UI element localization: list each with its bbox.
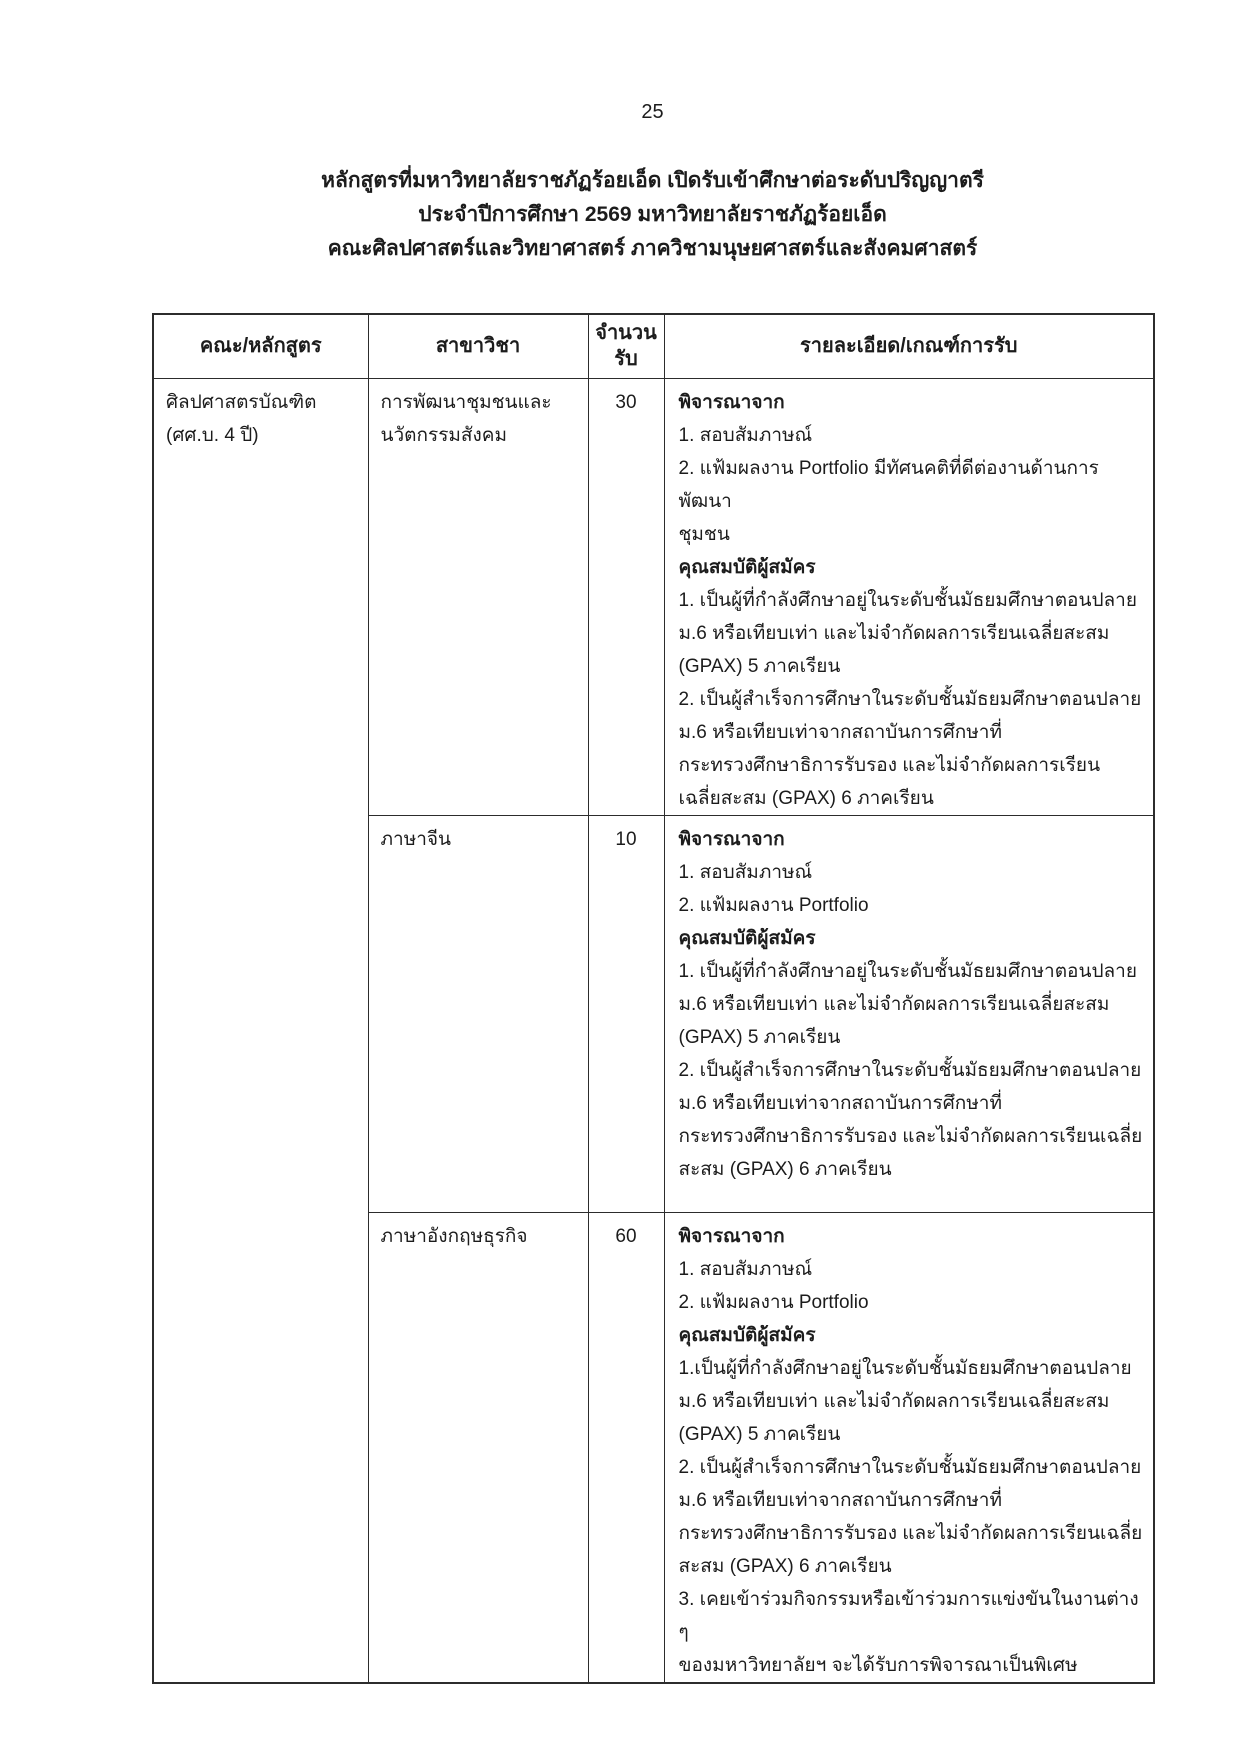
major-line: การพัฒนาชุมชนและ	[380, 391, 552, 413]
document-page	[152, 0, 1153, 1684]
header-program: คณะ/หลักสูตร	[153, 314, 368, 378]
detail-line: พิจารณาจาก	[678, 1225, 785, 1247]
major-cell	[368, 378, 588, 815]
detail-line: 1. เป็นผู้ที่กำลังศึกษาอยู่ในระดับชั้นมัธยมศึกษาตอนปลาย	[678, 589, 1137, 611]
detail-line: กระทรวงศึกษาธิการรับรอง และไม่จำกัดผลการเรียน	[678, 754, 1101, 776]
program-name: ศิลปศาสตรบัณฑิต	[166, 391, 317, 413]
detail-line: ชุมชน	[678, 523, 730, 545]
detail-line: ม.6 หรือเทียบเท่าจากสถาบันการศึกษาที่	[678, 1489, 1002, 1511]
program-cell	[153, 378, 368, 1683]
detail-line: 2. แฟ้มผลงาน Portfolio มีทัศนคติที่ดีต่องานด้านการพัฒนา	[678, 457, 1099, 512]
detail-line: 1.เป็นผู้ที่กำลังศึกษาอยู่ในระดับชั้นมัธยมศึกษาตอนปลาย	[678, 1357, 1132, 1379]
detail-line: เฉลี่ยสะสม (GPAX) 6 ภาคเรียน	[678, 787, 934, 809]
details-cell	[664, 815, 1154, 1212]
major-cell	[368, 815, 588, 1212]
major-line: นวัตกรรมสังคม	[380, 424, 508, 446]
detail-line: สะสม (GPAX) 6 ภาคเรียน	[678, 1555, 892, 1577]
detail-line: คุณสมบัติผู้สมัคร	[678, 556, 816, 578]
detail-line: กระทรวงศึกษาธิการรับรอง และไม่จำกัดผลการเรียนเฉลี่ย	[678, 1125, 1143, 1147]
admissions-table	[152, 313, 1155, 1684]
detail-line: (GPAX) 5 ภาคเรียน	[678, 655, 841, 677]
detail-line: สะสม (GPAX) 6 ภาคเรียน	[678, 1158, 892, 1180]
detail-line: พิจารณาจาก	[678, 828, 785, 850]
detail-line: 2. เป็นผู้สำเร็จการศึกษาในระดับชั้นมัธยมศึกษาตอนปลาย	[678, 1456, 1142, 1478]
details-cell	[664, 378, 1154, 815]
header-quota-line-1: จำนวน	[595, 322, 657, 345]
detail-line: คุณสมบัติผู้สมัคร	[678, 1324, 816, 1346]
major-line: ภาษาอังกฤษธุรกิจ	[380, 1225, 528, 1247]
header-major: สาขาวิชา	[368, 314, 588, 378]
detail-line: กระทรวงศึกษาธิการรับรอง และไม่จำกัดผลการเรียนเฉลี่ย	[678, 1522, 1143, 1544]
detail-line: 1. สอบสัมภาษณ์	[678, 861, 813, 883]
detail-line: ม.6 หรือเทียบเท่าจากสถาบันการศึกษาที่	[678, 721, 1002, 743]
detail-line: (GPAX) 5 ภาคเรียน	[678, 1026, 841, 1048]
detail-line: ม.6 หรือเทียบเท่า และไม่จำกัดผลการเรียนเฉลี่ยสะสม	[678, 1390, 1110, 1412]
detail-line: (GPAX) 5 ภาคเรียน	[678, 1423, 841, 1445]
detail-line: คุณสมบัติผู้สมัคร	[678, 927, 816, 949]
quota-cell: 60	[588, 1212, 664, 1683]
title-line-3: คณะศิลปศาสตร์และวิทยาศาสตร์ ภาควิชามนุษยศาสตร์และสังคมศาสตร์	[327, 237, 978, 260]
detail-line: ม.6 หรือเทียบเท่า และไม่จำกัดผลการเรียนเฉลี่ยสะสม	[678, 622, 1110, 644]
title-line-2: ประจำปีการศึกษา 2569 มหาวิทยาลัยราชภัฏร้อยเอ็ด	[418, 203, 887, 226]
quota-cell: 10	[588, 815, 664, 1212]
page-number: 25	[641, 101, 664, 123]
major-cell	[368, 1212, 588, 1683]
detail-line: 2. แฟ้มผลงาน Portfolio	[678, 1291, 869, 1313]
header-quota-line-2: รับ	[614, 348, 638, 371]
detail-line: 3. เคยเข้าร่วมกิจกรรมหรือเข้าร่วมการแข่งขันในงานต่าง ๆ	[678, 1588, 1139, 1643]
header-details: รายละเอียด/เกณฑ์การรับ	[664, 314, 1154, 378]
detail-line: ม.6 หรือเทียบเท่า และไม่จำกัดผลการเรียนเฉลี่ยสะสม	[678, 993, 1110, 1015]
major-line: ภาษาจีน	[380, 828, 452, 850]
detail-line: 1. สอบสัมภาษณ์	[678, 1258, 813, 1280]
document-title	[152, 164, 1153, 266]
quota-cell: 30	[588, 378, 664, 815]
detail-line: 2. เป็นผู้สำเร็จการศึกษาในระดับชั้นมัธยมศึกษาตอนปลาย	[678, 688, 1142, 710]
table-row	[153, 378, 1154, 815]
details-cell	[664, 1212, 1154, 1683]
title-line-1: หลักสูตรที่มหาวิทยาลัยราชภัฏร้อยเอ็ด เปิดรับเข้าศึกษาต่อระดับปริญญาตรี	[321, 169, 984, 192]
detail-line: 1. สอบสัมภาษณ์	[678, 424, 813, 446]
detail-line: 2. แฟ้มผลงาน Portfolio	[678, 894, 869, 916]
detail-line: ม.6 หรือเทียบเท่าจากสถาบันการศึกษาที่	[678, 1092, 1002, 1114]
detail-line: พิจารณาจาก	[678, 391, 785, 413]
detail-line: ของมหาวิทยาลัยฯ จะได้รับการพิจารณาเป็นพิเศษ	[678, 1654, 1078, 1676]
header-row	[153, 314, 1154, 378]
detail-line: 1. เป็นผู้ที่กำลังศึกษาอยู่ในระดับชั้นมัธยมศึกษาตอนปลาย	[678, 960, 1137, 982]
header-quota	[588, 314, 664, 378]
detail-line: 2. เป็นผู้สำเร็จการศึกษาในระดับชั้นมัธยมศึกษาตอนปลาย	[678, 1059, 1142, 1081]
program-degree: (ศศ.บ. 4 ปี)	[166, 424, 259, 446]
